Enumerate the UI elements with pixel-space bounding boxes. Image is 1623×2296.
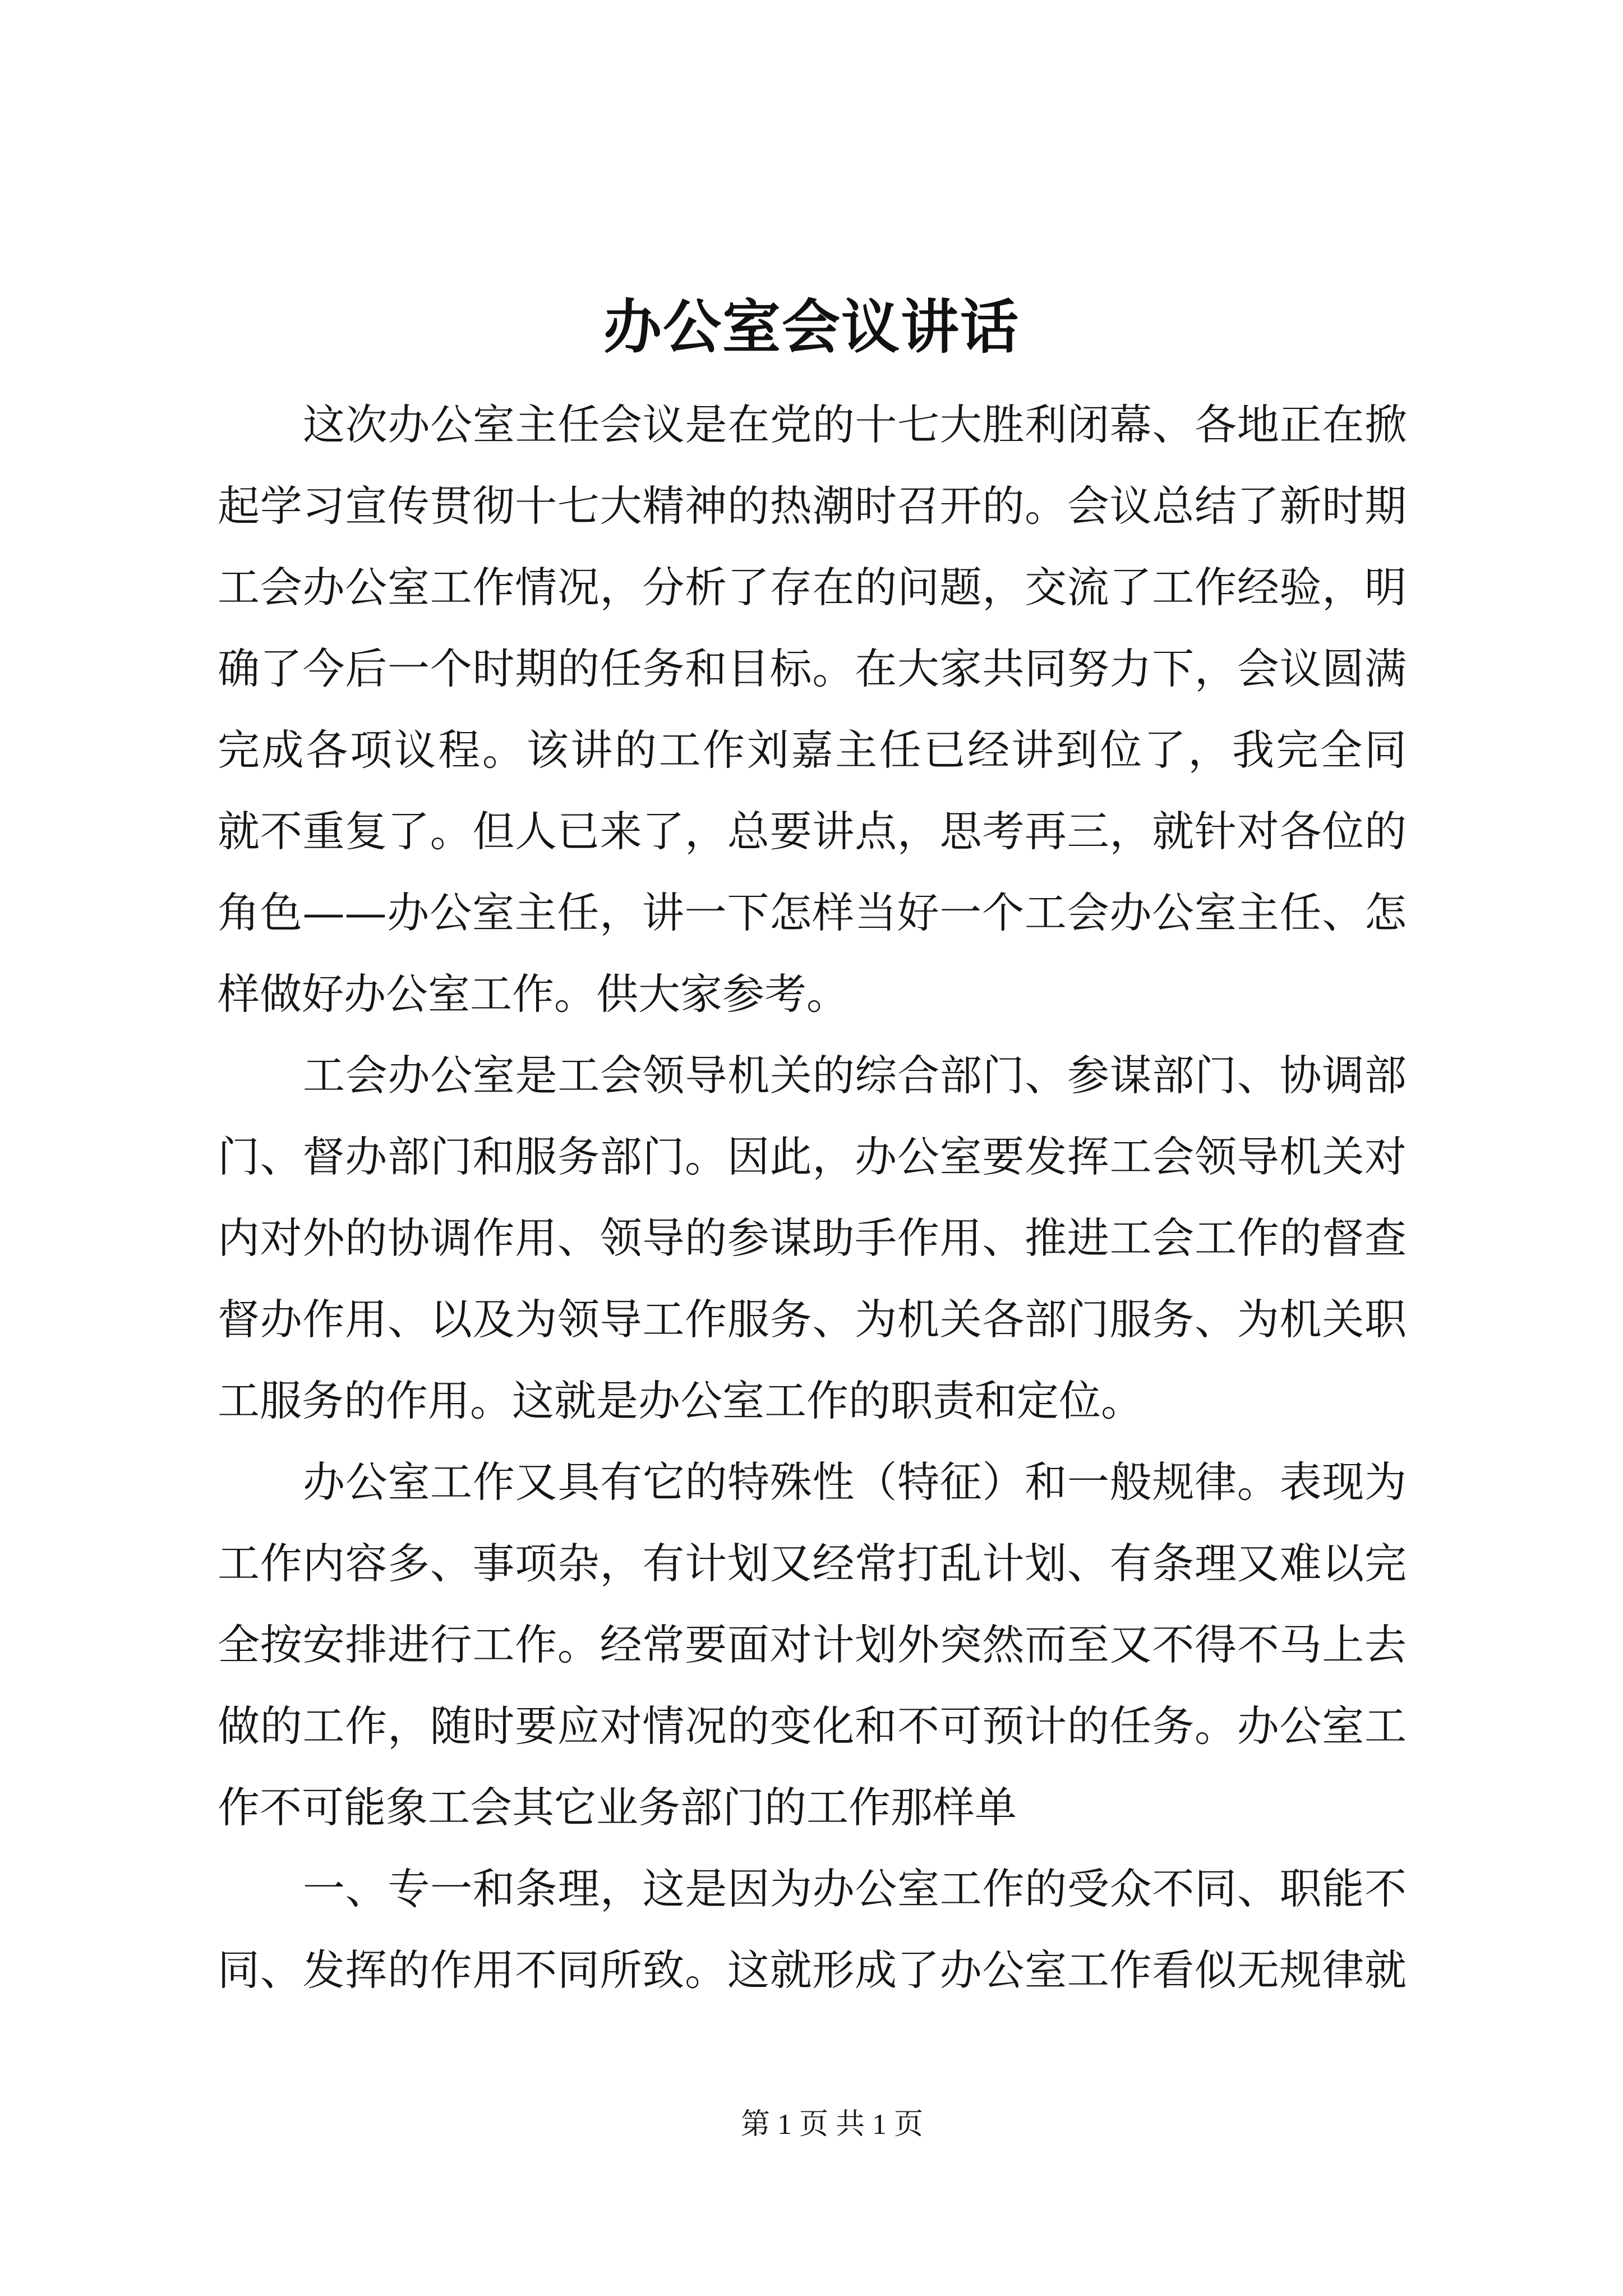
paragraph xyxy=(218,1035,1407,1442)
paragraph xyxy=(218,1442,1407,1848)
paragraph-line: 起学习宣传贯彻十七大精神的热潮时召开的。会议总结了新时期 xyxy=(218,481,1407,531)
paragraph-line: 内对外的协调作用、领导的参谋助手作用、推进工会工作的督查 xyxy=(218,1213,1407,1263)
paragraph xyxy=(218,1848,1407,2011)
paragraph-line: 角色——办公室主任，讲一下怎样当好一个工会办公室主任、怎 xyxy=(218,888,1407,937)
paragraph-line: 工作内容多、事项杂，有计划又经常打乱计划、有条理又难以完 xyxy=(218,1539,1407,1588)
document-title: 办公室会议讲话 xyxy=(603,292,1020,361)
paragraph-line: 工会办公室是工会领导机关的综合部门、参谋部门、协调部 xyxy=(303,1051,1407,1100)
paragraph-line: 全按安排进行工作。经常要面对计划外突然而至又不得不马上去 xyxy=(218,1620,1407,1669)
paragraph-line: 样做好办公室工作。供大家参考。 xyxy=(218,969,849,1019)
paragraph-line: 门、督办部门和服务部门。因此，办公室要发挥工会领导机关对 xyxy=(218,1132,1407,1181)
paragraph xyxy=(218,384,1407,1035)
paragraph-line: 工会办公室工作情况，分析了存在的问题，交流了工作经验，明 xyxy=(218,563,1407,612)
paragraph-line: 工服务的作用。这就是办公室工作的职责和定位。 xyxy=(218,1376,1144,1425)
paragraph-line: 办公室工作又具有它的特殊性（特征）和一般规律。表现为 xyxy=(303,1457,1407,1507)
paragraph-line: 做的工作，随时要应对情况的变化和不可预计的任务。办公室工 xyxy=(218,1701,1407,1751)
document-body xyxy=(218,384,1407,2011)
paragraph-line: 作不可能象工会其它业务部门的工作那样单 xyxy=(218,1783,1017,1832)
paragraph-line: 这次办公室主任会议是在党的十七大胜利闭幕、各地正在掀 xyxy=(303,400,1407,449)
paragraph-line: 完成各项议程。该讲的工作刘嘉主任已经讲到位了，我完全同 xyxy=(218,725,1407,775)
paragraph-line: 就不重复了。但人已来了，总要讲点，思考再三，就针对各位的 xyxy=(218,807,1407,856)
paragraph-line: 同、发挥的作用不同所致。这就形成了办公室工作看似无规律就 xyxy=(218,1945,1407,1995)
paragraph-line: 一、专一和条理，这是因为办公室工作的受众不同、职能不 xyxy=(303,1864,1407,1913)
page-footer: 第 1 页 共 1 页 xyxy=(741,2109,924,2141)
paragraph-line: 确了今后一个时期的任务和目标。在大家共同努力下，会议圆满 xyxy=(218,644,1407,693)
paragraph-line: 督办作用、以及为领导工作服务、为机关各部门服务、为机关职 xyxy=(218,1295,1407,1344)
